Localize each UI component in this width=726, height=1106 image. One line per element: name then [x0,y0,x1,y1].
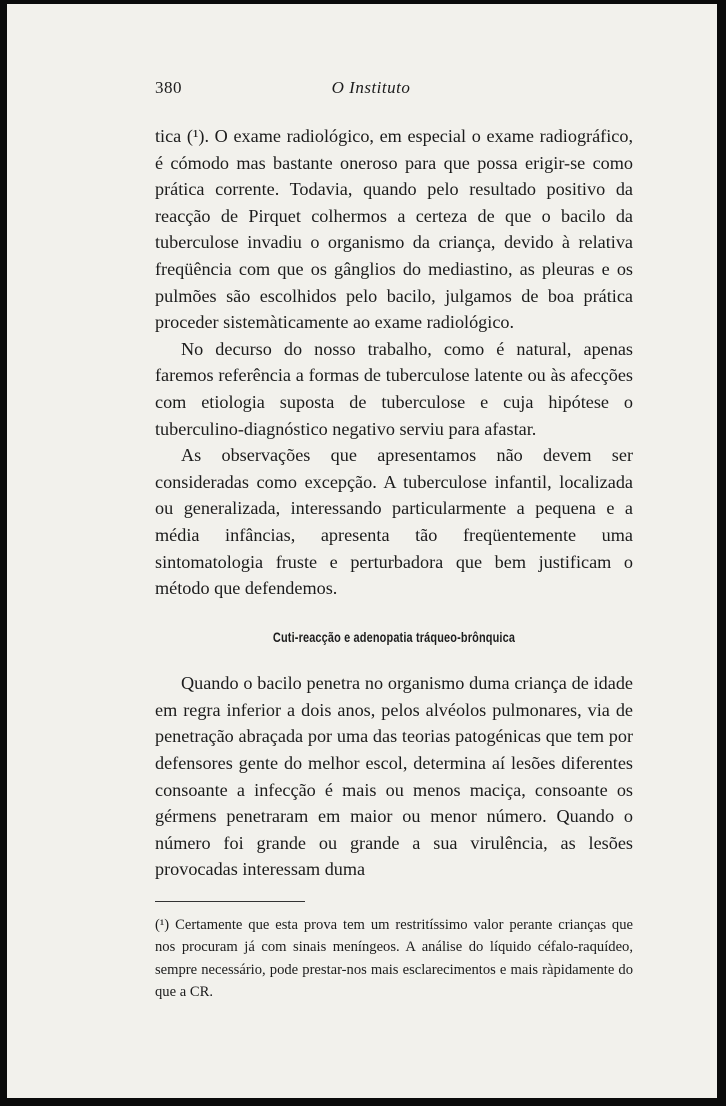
footnote-text: Certamente que esta prova tem um restritíssimo valor perante crianças que nos procuram já com sinais meníngeos. A análise do líquido céfalo-raquídeo, sempre necessário, pode prestar-nos mais esclarecimentos e mais ràpidamente do que a CR. [155,917,633,1001]
footnote [155,914,633,1004]
page-body [155,123,633,1004]
running-title: O Instituto [331,78,411,97]
section-heading: Cuti-reacção e adenopatia tráqueo-brônquica [272,628,516,645]
footnote-marker: (¹) [155,917,170,934]
page-header [155,78,587,104]
book-page [7,4,717,1098]
footnote-divider [155,901,305,902]
paragraph-2: No decurso do nosso trabalho, como é natural, apenas faremos referência a formas de tuberculose latente ou às afecções com etiologia suposta de tuberculose e cuja hipótese o tuberculino-diagnóstico negativo serviu para afastar. [155,338,633,439]
page-number: 380 [155,78,182,97]
paragraph-3: As observações que apresentamos não devem ser consideradas como excepção. A tuberculose infantil, localizada ou generalizada, interessando particularmente a pequena e a média infâncias, apresenta tão freqüentemente uma sintomatologia fruste e perturbadora que bem justificam o método que defendemos. [155,445,633,599]
paragraph-1: tica (¹). O exame radiológico, em especial o exame radiográfico, é cómodo mas bastante oneroso para que possa erigir-se como prática corrente. Todavia, quando pelo resultado positivo da reacção de Pirquet colhermos a certeza de que o bacilo da tuberculose invadiu o organismo da criança, devido à relativa freqüência com que os gânglios do mediastino, as pleuras e os pulmões são escolhidos pelo bacilo, julgamos de boa prática proceder sistemàticamente ao exame radiológico. [155,126,633,333]
section-paragraph: Quando o bacilo penetra no organismo duma criança de idade em regra inferior a dois anos, pelos alvéolos pulmonares, via de penetração abraçada por uma das teorias patogénicas que tem por defensores gente do melhor escol, determina aí lesões diferentes consoante a infecção é mais ou menos maciça, consoante os gérmens penetraram em maior ou menor número. Quando o número foi grande ou grande a sua virulência, as lesões provocadas interessam duma [155,673,633,880]
